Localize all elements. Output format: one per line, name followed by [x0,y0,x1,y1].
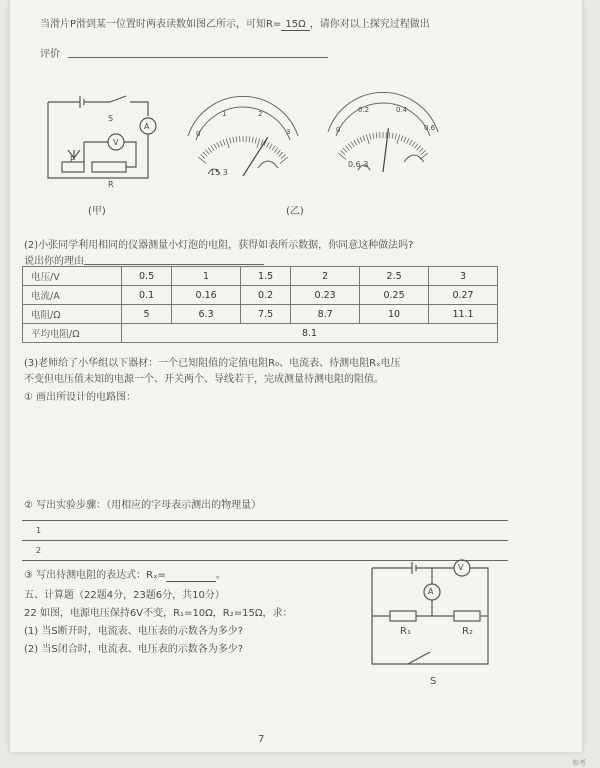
meter-tick [360,137,362,143]
table-cell: 0.2 [241,286,291,305]
question-3-line-1: (3)老师给了小华组以下器材：一个已知阻值的定值电阻R₀、电流表、待测电阻Rₓ电压 [24,358,401,369]
meter-tick [345,146,349,151]
meter-tick [267,142,270,147]
circuit-label-p: P [70,155,75,164]
meter-tick [389,132,390,138]
circuit-label-r: R [108,180,114,189]
average-resistance-cell: 8.1 [122,324,498,343]
q22-label-r1: R₁ [400,626,411,637]
meter-needle [383,128,388,172]
voltmeter-dial [178,96,308,186]
voltmeter-terminals: 15 3 [210,168,228,177]
meter-tick [274,148,278,153]
resistance-answer [281,19,309,31]
meter-tick [201,154,205,158]
meter-tick [230,138,231,144]
meter-tick [343,148,347,152]
meter-tick [214,144,217,149]
table-row [23,286,498,305]
evaluation-answer-line [68,57,328,58]
meter-tick [236,136,237,142]
meter-tick [407,138,410,143]
meter-tick [217,142,220,147]
question-2-reason-label: 说出你的理由 [24,256,84,267]
table-cell: 0.25 [360,286,429,305]
voltmeter-mark-0: 0 [196,130,201,138]
ammeter-mark-2: 0.4 [396,106,408,114]
question-22: 22 如图，电源电压保持6V不变，R₁=10Ω，R₂=15Ω，求： [24,608,293,619]
resistance-unit: Ω [298,19,306,30]
table-cell: 1.5 [241,267,291,286]
table-cell: 8.7 [291,305,360,324]
table-row [23,267,498,286]
meter-tick [252,137,253,143]
table-cell: 0.16 [172,286,241,305]
ammeter-mark-0: 0 [336,126,341,134]
corner-text: 参考 [572,759,586,767]
page-number: 7 [258,734,265,745]
ammeter-mark-3: 0.6 [424,124,436,132]
figure-label-jia: (甲) [88,206,106,217]
header-line-2: 评价 [40,49,60,60]
table-cell: 1 [172,267,241,286]
meter-tick [226,138,229,148]
table-cell: 2 [291,267,360,286]
table-cell: 11.1 [429,305,498,324]
header-line-1-text: 当滑片P滑到某一位置时两表读数如图乙所示，可知R= [40,19,282,30]
circuit-label-s: S [108,114,114,123]
steps-line-2 [22,540,508,541]
table-cell: 5 [122,305,172,324]
steps-marker-2: 2 [36,546,42,555]
question-2-text: (2)小张同学利用相同的仪器测量小灯泡的电阻，获得如表所示数据，你同意这种做法吗? [24,240,414,251]
table-cell: 0.23 [291,286,360,305]
reason-answer-line [84,264,264,265]
meter-tick [421,150,425,154]
row-label-resistance: 电阻/Ω [23,305,122,324]
meter-tick [392,133,393,139]
voltmeter-mark-3: 3 [286,128,291,136]
meter-tick [341,150,345,154]
question-3-line-2: 不变但电压值未知的电源一个、开关两个、导线若干，完成测量待测电阻的阻值。 [24,374,384,385]
meter-tick [203,152,207,156]
circuit-label-v: V [113,138,119,147]
meter-tick [257,138,260,148]
steps-marker-1: 1 [36,526,42,535]
row-label-average: 平均电阻/Ω [23,324,122,343]
meter-tick [414,144,418,149]
q22-label-r2: R₂ [462,626,473,637]
meter-tick [220,141,222,147]
question-3-item-2: ② 写出实验步骤：（用相应的字母表示测出的物理量） [24,500,262,511]
row-label-current: 电流/A [23,286,122,305]
section-5-title: 五、计算题（22题4分，23题6分，共10分） [24,590,225,601]
meter-tick [255,138,256,144]
meter-tick [419,148,423,152]
table-cell: 3 [429,267,498,286]
meter-tick [208,148,212,153]
figure-label-yi: (乙) [286,206,304,217]
meter-tick [401,136,403,142]
circuit-diagram-q22 [368,556,508,668]
table-cell: 0.5 [122,267,172,286]
meter-tick [249,136,250,142]
question-3-item-1: ① 画出所设计的电路图： [24,392,137,403]
expression-suffix: 。 [215,570,226,581]
q22-label-v: V [458,563,464,572]
meter-tick [351,142,354,147]
table-cell: 6.3 [172,305,241,324]
table-cell: 2.5 [360,267,429,286]
question-22-part-2: (2) 当S闭合时，电流表、电压表的示数各为多少? [24,644,243,655]
meter-tick [205,150,209,155]
meter-tick [376,132,377,138]
meter-tick [395,134,396,140]
meter-tick [269,144,272,149]
meter-tick [281,154,285,158]
header-line-1 [40,15,430,31]
table-row [23,305,498,324]
table-cell: 0.27 [429,286,498,305]
voltmeter-mark-1: 1 [222,110,227,118]
meter-tick [404,137,406,143]
table-row [23,324,498,343]
meter-tick [366,134,369,144]
meter-tick [397,134,400,144]
row-label-voltage: 电压/V [23,267,122,286]
question-22-part-1: (1) 当S断开时，电流表、电压表的示数各为多少? [24,626,243,637]
meter-tick [373,133,374,139]
ammeter-terminals: 0.6 3 [348,160,369,169]
expression-blank [166,570,216,582]
meter-tick [417,146,421,151]
meter-tick [370,134,371,140]
voltmeter-mark-2: 2 [258,110,263,118]
ammeter-mark-1: 0.2 [358,106,370,114]
q22-label-s: S [430,676,437,687]
meter-tick [363,136,365,142]
meter-tick [211,146,214,151]
ammeter-dial [318,92,448,182]
meter-tick [279,152,283,156]
table-cell: 0.1 [122,286,172,305]
meter-tick [233,137,234,143]
meter-tick [272,146,275,151]
meter-tick [223,140,225,146]
meter-tick [348,144,352,149]
meter-tick [412,142,415,147]
expression-prefix: ③ 写出待测电阻的表达式：Rₓ= [24,570,166,581]
circuit-label-a: A [144,122,150,131]
meter-tick [277,150,281,155]
meter-tick [354,140,357,145]
data-table [22,266,498,343]
table-cell: 10 [360,305,429,324]
meter-tick [409,140,412,145]
q22-label-a: A [428,587,434,596]
resistance-value: 15 [285,19,299,30]
table-cell: 7.5 [241,305,291,324]
meter-tick [357,138,360,143]
steps-line-1 [22,520,508,521]
circuit-diagram-jia [40,92,180,192]
header-line-1-suffix: ，请你对以上探究过程做出 [309,19,430,30]
question-3-item-3 [24,566,226,582]
